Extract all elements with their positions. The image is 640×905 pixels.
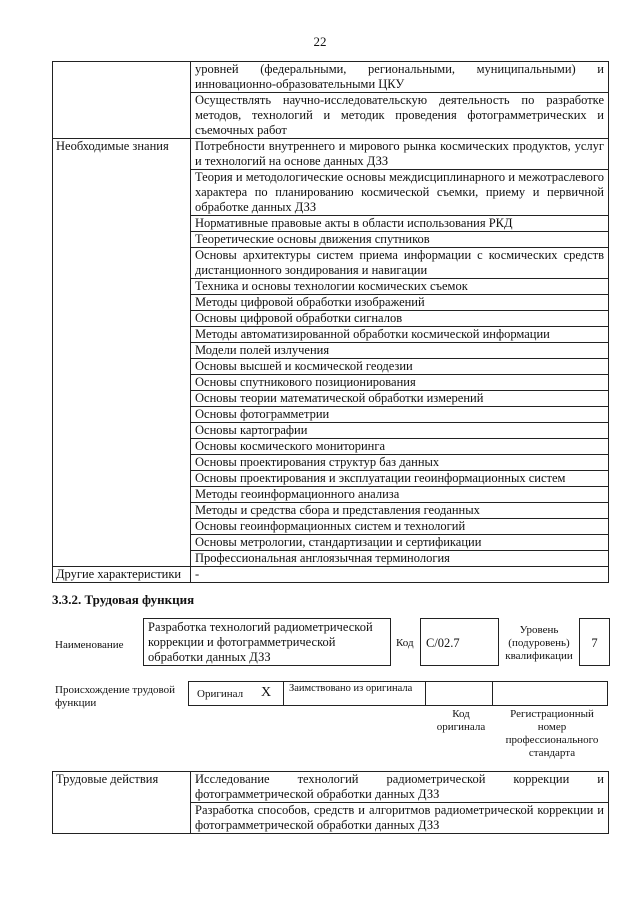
code-original-caption: Код оригинала <box>436 708 486 733</box>
knowledge-label: Необходимые знания <box>53 139 191 567</box>
knowledge-item: Техника и основы технологии космических съемок <box>191 279 609 295</box>
original-label: Оригинал <box>197 688 244 700</box>
knowledge-table <box>52 61 609 583</box>
level-label: Уровень (подуровень) квалификации <box>505 624 573 662</box>
skills-label-cell <box>53 62 191 139</box>
function-name-value: Разработка технологий радиометрической коррекции и фотограмметрической обработки данных ДЗЗ <box>148 620 373 664</box>
origin-box <box>188 681 608 706</box>
knowledge-item: Основы цифровой обработки сигналов <box>191 311 609 327</box>
knowledge-item: Методы геоинформационного анализа <box>191 487 609 503</box>
code-box <box>420 618 499 666</box>
knowledge-item: Модели полей излучения <box>191 343 609 359</box>
knowledge-item: Профессиональная англоязычная терминология <box>191 551 609 567</box>
actions-label: Трудовые действия <box>53 772 191 834</box>
action-item: Разработка способов, средств и алгоритмов радиометрической коррекции и фотограмметрической обработки данных ДЗЗ <box>191 803 609 834</box>
action-item: Исследование технологий радиометрической коррекции и фотограмметрической обработки данных ДЗЗ <box>191 772 609 803</box>
knowledge-item: Теоретические основы движения спутников <box>191 232 609 248</box>
section-title: 3.3.2. Трудовая функция <box>52 592 195 607</box>
knowledge-item: Основы проектирования и эксплуатации геоинформационных систем <box>191 471 609 487</box>
knowledge-item: Основы геоинформационных систем и технологий <box>191 519 609 535</box>
knowledge-item: Методы и средства сбора и представления геоданных <box>191 503 609 519</box>
skill-item: Осуществлять научно-исследовательскую деятельность по разработке методов, технологий и методик проведения фотограмметрических и съемочных работ <box>191 93 609 139</box>
knowledge-item: Основы высшей и космической геодезии <box>191 359 609 375</box>
knowledge-item: Основы метрологии, стандартизации и сертификации <box>191 535 609 551</box>
table-row <box>53 139 609 170</box>
code-label: Код <box>396 637 414 649</box>
skill-item: уровней (федеральными, региональными, муниципальными) и инновационно-образовательными ЦКУ <box>191 62 609 93</box>
original-mark: X <box>261 685 272 700</box>
knowledge-item: Методы цифровой обработки изображений <box>191 295 609 311</box>
knowledge-item: Основы спутникового позиционирования <box>191 375 609 391</box>
level-box <box>579 618 610 666</box>
knowledge-item: Основы космического мониторинга <box>191 439 609 455</box>
borrowed-label: Заимствовано из оригинала <box>289 683 413 694</box>
table-row <box>53 772 609 803</box>
other-characteristics-value: - <box>191 567 609 583</box>
knowledge-item: Потребности внутреннего и мирового рынка космических продуктов, услуг и технологий на основе данных ДЗЗ <box>191 139 609 170</box>
table-row <box>53 567 609 583</box>
knowledge-item: Основы архитектуры систем приема информации с космических средств дистанционного зондирования и навигации <box>191 248 609 279</box>
function-name-box <box>143 618 391 666</box>
knowledge-item: Основы фотограмметрии <box>191 407 609 423</box>
knowledge-item: Основы теории математической обработки измерений <box>191 391 609 407</box>
actions-table <box>52 771 609 834</box>
knowledge-item: Основы картографии <box>191 423 609 439</box>
level-value: 7 <box>591 636 598 650</box>
knowledge-item: Теория и методологические основы междисциплинарного и межотраслевого характера по планированию космической съемки, приему и первичной обработке данных ДЗЗ <box>191 170 609 216</box>
knowledge-item: Методы автоматизированной обработки космической информации <box>191 327 609 343</box>
other-characteristics-label: Другие характеристики <box>53 567 191 583</box>
knowledge-item: Нормативные правовые акты в области использования РКД <box>191 216 609 232</box>
table-row <box>53 62 609 93</box>
page-number: 22 <box>313 34 327 49</box>
name-label: Наименование <box>55 639 124 651</box>
code-value: С/02.7 <box>426 636 460 650</box>
knowledge-item: Основы проектирования структур баз данных <box>191 455 609 471</box>
reg-number-caption: Регистрационный номер профессионального стандарта <box>505 708 599 759</box>
origin-label: Происхождение трудовой функции <box>55 684 176 709</box>
